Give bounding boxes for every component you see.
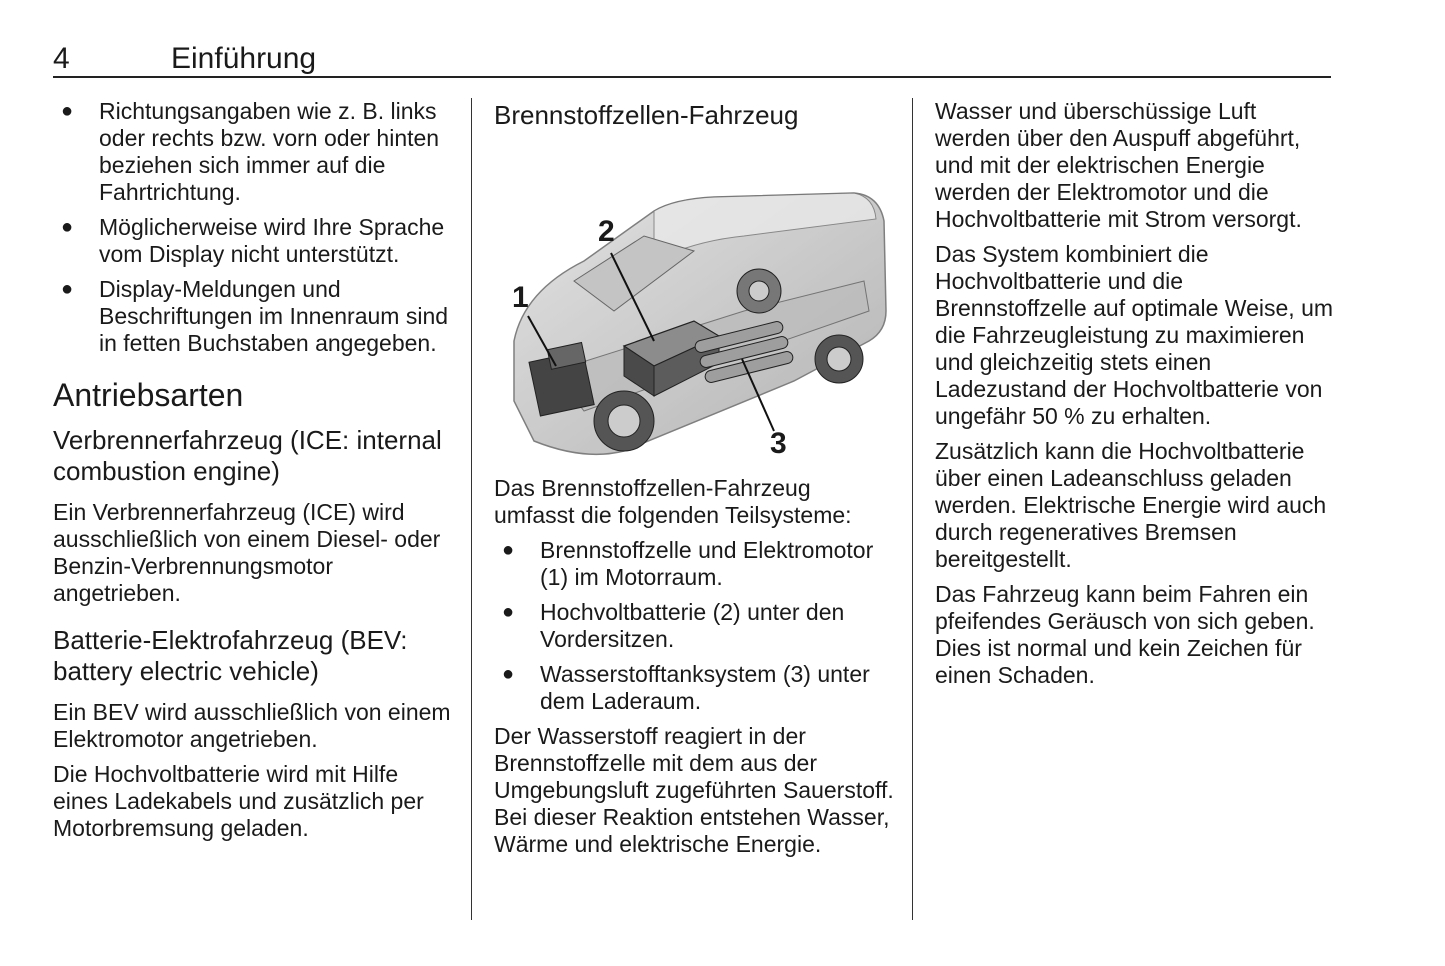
bev-heading: Batterie-Elektrofahrzeug (BEV: battery electric vehicle)	[53, 625, 408, 686]
callout-3: 3	[770, 427, 787, 460]
bullet-list	[494, 537, 894, 715]
van-drawing	[494, 141, 894, 459]
bullet-icon: ●	[61, 278, 74, 300]
list-item-text: Wasserstofftanksystem (3) unter dem Laderaum.	[540, 661, 870, 714]
list-item-text: Hochvoltbatterie (2) unter den Vordersitzen.	[540, 599, 845, 652]
list-item-text: Richtungsangaben wie z. B. links oder rechts bzw. vorn oder hinten beziehen sich immer auf die Fahrtrichtung.	[99, 98, 440, 205]
paragraph: Wasser und überschüssige Luft werden über den Auspuff abgeführt, und mit der elektrischen Energie werden der Elektromotor und die Hochvoltbatterie mit Strom versorgt.	[935, 98, 1302, 232]
list-item-text-pre: Display-Meldungen und Beschriftungen im Innenraum sind in	[99, 276, 449, 356]
ice-heading: Verbrennerfahrzeug (ICE: internal combustion engine)	[53, 425, 442, 486]
list-item	[494, 661, 894, 715]
column-middle	[494, 98, 894, 866]
bullet-icon: ●	[502, 601, 515, 623]
bullet-icon: ●	[61, 100, 74, 122]
paragraph: Das System kombiniert die Hochvoltbatterie und die Brennstoffzelle auf optimale Weise, um die Fahrzeugleistung zu maximieren und gleichzeitig stets einen Ladezustand der Hochvoltbatterie von ungefähr 50 % zu erhalten.	[935, 241, 1334, 429]
column-divider	[912, 98, 913, 920]
bev-paragraph: Die Hochvoltbatterie wird mit Hilfe eines Ladekabels und zusätzlich per Motorbremsung geladen.	[53, 761, 424, 841]
list-item	[53, 98, 453, 206]
chapter-title: Einführung	[171, 42, 317, 75]
column-left	[53, 98, 453, 850]
list-item-text: Möglicherweise wird Ihre Sprache vom Display nicht unterstützt.	[99, 214, 445, 267]
callout-2: 2	[598, 215, 615, 248]
bev-paragraph: Ein BEV wird ausschließlich von einem Elektromotor angetrieben.	[53, 699, 451, 752]
page-number: 4	[53, 42, 70, 75]
ice-paragraph: Ein Verbrennerfahrzeug (ICE) wird ausschließlich von einem Diesel- oder Benzin-Verbrennungsmotor angetrieben.	[53, 499, 441, 606]
list-item-text-post: Buchstaben angegeben.	[180, 330, 437, 356]
list-item	[53, 276, 453, 357]
list-item	[494, 599, 894, 653]
bullet-list	[53, 98, 453, 357]
list-item-text: Brennstoffzelle und Elektromotor (1) im Motorraum.	[540, 537, 874, 590]
list-item	[53, 214, 453, 268]
bullet-icon: ●	[502, 539, 515, 561]
reaction-paragraph: Der Wasserstoff reagiert in der Brennstoffzelle mit dem aus der Umgebungsluft zugeführten Sauerstoff. Bei dieser Reaktion entstehen Wasser, Wärme und elektrische Energie.	[494, 723, 894, 857]
bullet-icon: ●	[502, 663, 515, 685]
column-right	[935, 98, 1335, 697]
list-item	[494, 537, 894, 591]
column-divider	[471, 98, 472, 920]
bullet-icon: ●	[61, 216, 74, 238]
section-title: Antriebsarten	[53, 377, 244, 413]
list-item-text-bold: fetten	[123, 330, 181, 356]
page-header	[53, 40, 1331, 78]
fuel-cell-heading: Brennstoffzellen-Fahrzeug	[494, 100, 799, 130]
paragraph: Zusätzlich kann die Hochvoltbatterie über einen Ladeanschluss geladen werden. Elektrische Energie wird auch durch regeneratives Bremsen bereitgestellt.	[935, 438, 1327, 572]
vehicle-illustration	[494, 141, 894, 459]
callout-1: 1	[512, 281, 529, 314]
paragraph: Das Fahrzeug kann beim Fahren ein pfeifendes Geräusch von sich geben. Dies ist normal und kein Zeichen für einen Schaden.	[935, 581, 1315, 688]
subsystems-intro: Das Brennstoffzellen-Fahrzeug umfasst die folgenden Teilsysteme:	[494, 475, 852, 528]
